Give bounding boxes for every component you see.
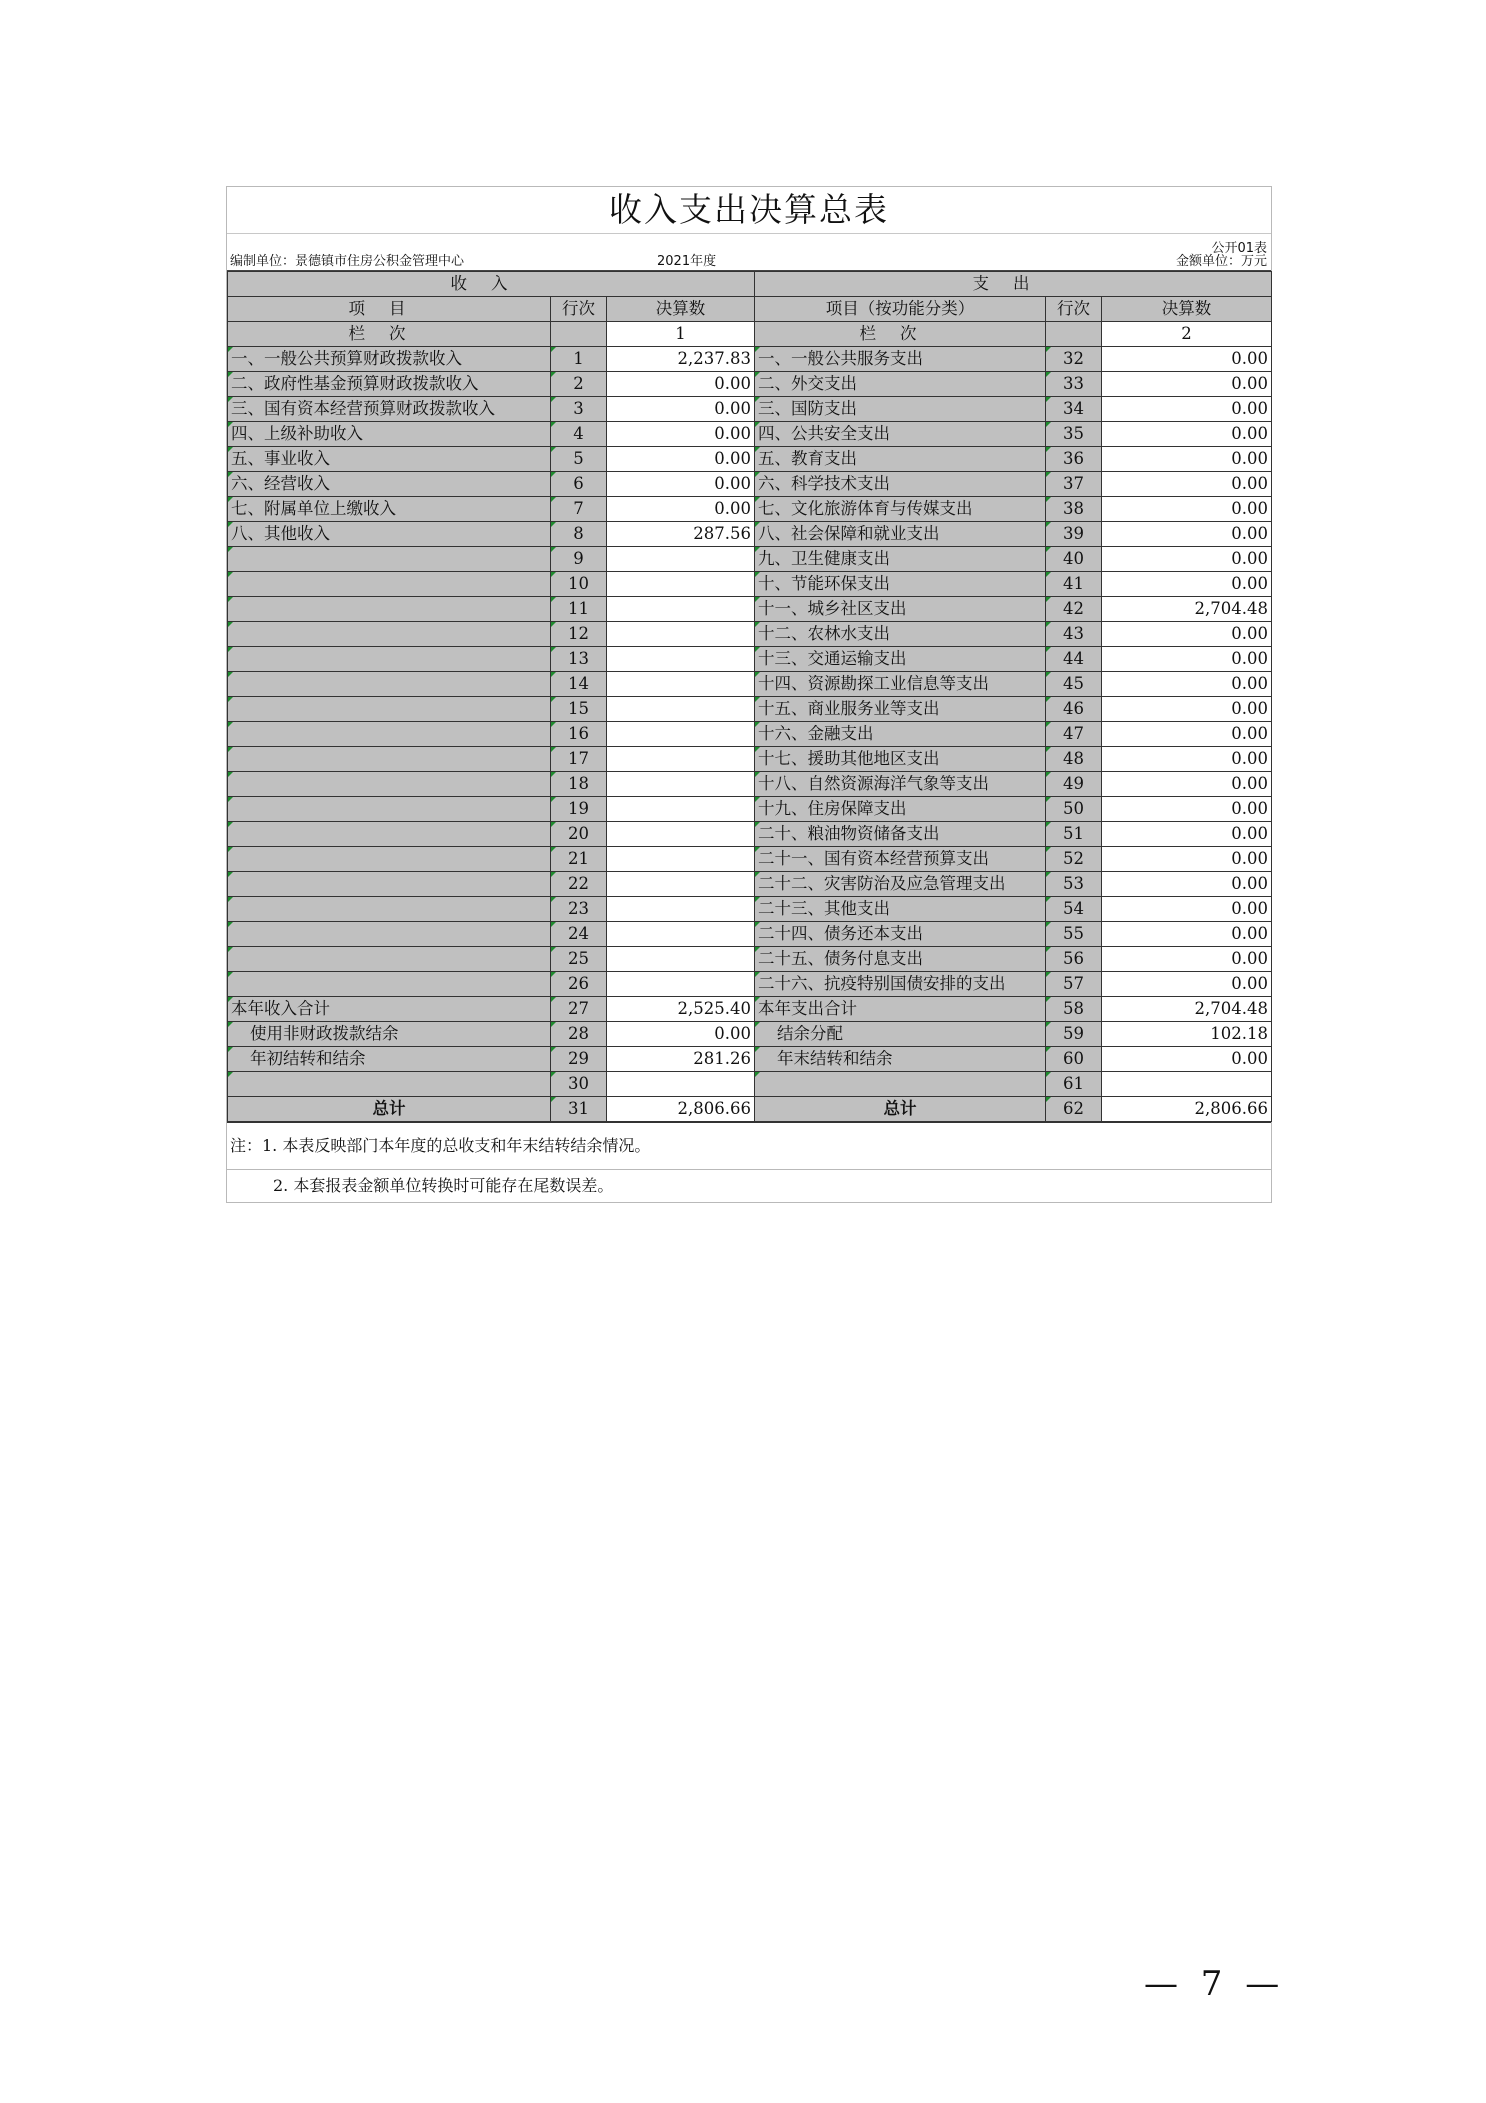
table-row	[228, 872, 1272, 897]
expense-line-no-cell: 42	[1046, 597, 1102, 622]
report-meta	[227, 234, 1271, 271]
income-item-cell	[228, 897, 551, 922]
expense-item-cell: 二十五、债务付息支出	[755, 947, 1046, 972]
income-item-cell	[228, 697, 551, 722]
expense-amount-cell: 0.00	[1102, 797, 1272, 822]
expense-item-cell: 九、卫生健康支出	[755, 547, 1046, 572]
expense-item-cell: 二十二、灾害防治及应急管理支出	[755, 872, 1046, 897]
expense-total-line-no: 62	[1046, 1097, 1102, 1122]
expense-line-no-cell: 43	[1046, 622, 1102, 647]
income-expense-table	[227, 271, 1272, 1122]
expense-amount-cell: 0.00	[1102, 747, 1272, 772]
table-row	[228, 397, 1272, 422]
income-amount-cell: 0.00	[607, 1022, 755, 1047]
table-row	[228, 522, 1272, 547]
income-line-no-cell: 18	[551, 772, 607, 797]
expense-amount-cell: 0.00	[1102, 547, 1272, 572]
expense-line-no-cell: 37	[1046, 472, 1102, 497]
table-row	[228, 447, 1272, 472]
table-row	[228, 997, 1272, 1022]
expense-item-cell: 本年支出合计	[755, 997, 1046, 1022]
expense-amount-cell: 0.00	[1102, 622, 1272, 647]
income-line-no-cell: 6	[551, 472, 607, 497]
table-row	[228, 797, 1272, 822]
expense-line-no-cell: 58	[1046, 997, 1102, 1022]
income-amount-cell: 2,525.40	[607, 997, 755, 1022]
expense-line-no-cell: 56	[1046, 947, 1102, 972]
expense-line-no-cell: 33	[1046, 372, 1102, 397]
income-amount-cell: 0.00	[607, 447, 755, 472]
income-amount-cell: 2,237.83	[607, 347, 755, 372]
expense-section-header: 支出	[755, 272, 1272, 297]
expense-item-cell: 四、公共安全支出	[755, 422, 1046, 447]
income-seq-number: 1	[607, 322, 755, 347]
expense-line-no-cell: 51	[1046, 822, 1102, 847]
expense-amount-cell: 0.00	[1102, 647, 1272, 672]
income-amount-cell: 0.00	[607, 472, 755, 497]
expense-amount-cell: 0.00	[1102, 847, 1272, 872]
table-row	[228, 1047, 1272, 1072]
expense-line-no-cell: 59	[1046, 1022, 1102, 1047]
expense-line-no-header: 行次	[1046, 297, 1102, 322]
note-line-2: 2. 本套报表金额单位转换时可能存在尾数误差。	[273, 1176, 614, 1195]
expense-total-amount: 2,806.66	[1102, 1097, 1272, 1122]
table-row	[228, 547, 1272, 572]
expense-line-no-cell: 47	[1046, 722, 1102, 747]
expense-item-cell: 二十三、其他支出	[755, 897, 1046, 922]
expense-amount-cell: 0.00	[1102, 697, 1272, 722]
expense-item-cell: 七、文化旅游体育与传媒支出	[755, 497, 1046, 522]
income-amount-cell	[607, 947, 755, 972]
expense-line-no-cell: 48	[1046, 747, 1102, 772]
income-item-cell	[228, 572, 551, 597]
income-line-no-cell: 29	[551, 1047, 607, 1072]
expense-item-cell: 八、社会保障和就业支出	[755, 522, 1046, 547]
income-item-cell	[228, 722, 551, 747]
table-row	[228, 822, 1272, 847]
expense-amount-cell: 102.18	[1102, 1022, 1272, 1047]
expense-item-cell: 十八、自然资源海洋气象等支出	[755, 772, 1046, 797]
expense-amount-cell: 0.00	[1102, 822, 1272, 847]
table-row	[228, 622, 1272, 647]
expense-amount-cell: 2,704.48	[1102, 997, 1272, 1022]
income-amount-cell	[607, 672, 755, 697]
income-line-no-cell: 21	[551, 847, 607, 872]
income-section-header: 收入	[228, 272, 755, 297]
table-row	[228, 697, 1272, 722]
expense-line-no-cell: 60	[1046, 1047, 1102, 1072]
income-item-cell	[228, 872, 551, 897]
expense-line-no-cell: 34	[1046, 397, 1102, 422]
expense-line-no-cell: 49	[1046, 772, 1102, 797]
expense-line-no-cell: 53	[1046, 872, 1102, 897]
expense-seq-label: 栏次	[755, 322, 1046, 347]
expense-item-cell: 二、外交支出	[755, 372, 1046, 397]
income-line-no-cell: 11	[551, 597, 607, 622]
expense-line-no-cell: 46	[1046, 697, 1102, 722]
expense-line-no-cell: 44	[1046, 647, 1102, 672]
expense-amount-cell: 0.00	[1102, 972, 1272, 997]
income-amount-header: 决算数	[607, 297, 755, 322]
table-row	[228, 572, 1272, 597]
income-amount-cell	[607, 847, 755, 872]
income-item-header: 项目	[228, 297, 551, 322]
income-amount-cell	[607, 597, 755, 622]
income-amount-cell: 287.56	[607, 522, 755, 547]
expense-item-cell: 十三、交通运输支出	[755, 647, 1046, 672]
income-line-no-cell: 25	[551, 947, 607, 972]
table-row	[228, 747, 1272, 772]
income-line-no-cell: 26	[551, 972, 607, 997]
income-line-no-cell: 28	[551, 1022, 607, 1047]
income-amount-cell	[607, 872, 755, 897]
table-row	[228, 1022, 1272, 1047]
expense-amount-cell: 0.00	[1102, 347, 1272, 372]
expense-item-cell: 三、国防支出	[755, 397, 1046, 422]
income-item-cell: 二、政府性基金预算财政拨款收入	[228, 372, 551, 397]
income-line-no-cell: 19	[551, 797, 607, 822]
income-line-no-cell: 7	[551, 497, 607, 522]
income-item-cell	[228, 822, 551, 847]
form-number: 公开01表	[1211, 241, 1267, 256]
expense-total-label: 总计	[755, 1097, 1046, 1122]
expense-amount-cell: 0.00	[1102, 472, 1272, 497]
expense-item-cell: 十五、商业服务业等支出	[755, 697, 1046, 722]
compiling-unit: 编制单位：景德镇市住房公积金管理中心	[230, 254, 465, 269]
expense-line-no-cell: 36	[1046, 447, 1102, 472]
expense-amount-cell: 0.00	[1102, 947, 1272, 972]
expense-item-cell: 六、科学技术支出	[755, 472, 1046, 497]
expense-item-cell: 二十六、抗疫特别国债安排的支出	[755, 972, 1046, 997]
income-amount-cell: 0.00	[607, 497, 755, 522]
table-row	[228, 1072, 1272, 1097]
table-row	[228, 672, 1272, 697]
table-row	[228, 347, 1272, 372]
table-row	[228, 847, 1272, 872]
income-amount-cell	[607, 547, 755, 572]
income-amount-cell	[607, 722, 755, 747]
amount-unit: 金额单位：万元	[1175, 254, 1267, 269]
income-amount-cell	[607, 647, 755, 672]
expense-item-cell: 二十一、国有资本经营预算支出	[755, 847, 1046, 872]
income-line-no-cell: 9	[551, 547, 607, 572]
expense-line-no-cell: 40	[1046, 547, 1102, 572]
income-line-no-cell: 23	[551, 897, 607, 922]
income-line-no-cell: 3	[551, 397, 607, 422]
income-item-cell	[228, 947, 551, 972]
expense-line-no-cell: 38	[1046, 497, 1102, 522]
income-line-no-cell: 16	[551, 722, 607, 747]
expense-item-cell: 年末结转和结余	[755, 1047, 1046, 1072]
expense-line-no-cell: 61	[1046, 1072, 1102, 1097]
table-row	[228, 647, 1272, 672]
income-amount-cell: 0.00	[607, 422, 755, 447]
table-row	[228, 897, 1272, 922]
expense-seq-line	[1046, 322, 1102, 347]
expense-item-cell: 五、教育支出	[755, 447, 1046, 472]
income-item-cell	[228, 647, 551, 672]
table-row	[228, 472, 1272, 497]
income-amount-cell	[607, 922, 755, 947]
expense-line-no-cell: 41	[1046, 572, 1102, 597]
expense-item-cell: 十四、资源勘探工业信息等支出	[755, 672, 1046, 697]
income-item-cell: 五、事业收入	[228, 447, 551, 472]
income-item-cell	[228, 672, 551, 697]
income-amount-cell	[607, 1072, 755, 1097]
income-line-no-cell: 5	[551, 447, 607, 472]
income-line-no-cell: 20	[551, 822, 607, 847]
expense-line-no-cell: 55	[1046, 922, 1102, 947]
income-item-cell	[228, 747, 551, 772]
income-line-no-cell: 12	[551, 622, 607, 647]
expense-item-cell: 十九、住房保障支出	[755, 797, 1046, 822]
income-item-cell	[228, 1072, 551, 1097]
income-item-cell: 年初结转和结余	[228, 1047, 551, 1072]
income-item-cell	[228, 972, 551, 997]
expense-item-cell: 十一、城乡社区支出	[755, 597, 1046, 622]
income-total-label: 总计	[228, 1097, 551, 1122]
expense-item-cell	[755, 1072, 1046, 1097]
expense-line-no-cell: 35	[1046, 422, 1102, 447]
income-amount-cell	[607, 747, 755, 772]
expense-item-cell: 二十四、债务还本支出	[755, 922, 1046, 947]
expense-line-no-cell: 52	[1046, 847, 1102, 872]
expense-line-no-cell: 54	[1046, 897, 1102, 922]
expense-line-no-cell: 50	[1046, 797, 1102, 822]
expense-line-no-cell: 45	[1046, 672, 1102, 697]
income-amount-cell: 0.00	[607, 372, 755, 397]
page-number: — 7 —	[1144, 1964, 1286, 2004]
table-row	[228, 922, 1272, 947]
report-notes	[227, 1122, 1271, 1202]
report-sheet	[226, 186, 1272, 1203]
income-item-cell: 四、上级补助收入	[228, 422, 551, 447]
expense-amount-cell: 0.00	[1102, 922, 1272, 947]
income-item-cell: 一、一般公共预算财政拨款收入	[228, 347, 551, 372]
table-row	[228, 422, 1272, 447]
table-row	[228, 497, 1272, 522]
income-item-cell	[228, 772, 551, 797]
income-line-no-cell: 17	[551, 747, 607, 772]
note-line-1: 注：1. 本表反映部门本年度的总收支和年末结转结余情况。	[227, 1122, 1271, 1170]
income-line-no-header: 行次	[551, 297, 607, 322]
income-total-amount: 2,806.66	[607, 1097, 755, 1122]
income-item-cell: 八、其他收入	[228, 522, 551, 547]
expense-amount-cell: 2,704.48	[1102, 597, 1272, 622]
expense-amount-cell: 0.00	[1102, 1047, 1272, 1072]
income-line-no-cell: 27	[551, 997, 607, 1022]
expense-item-header: 项目（按功能分类）	[755, 297, 1046, 322]
expense-amount-cell: 0.00	[1102, 572, 1272, 597]
income-amount-cell: 281.26	[607, 1047, 755, 1072]
expense-seq-number: 2	[1102, 322, 1272, 347]
income-line-no-cell: 1	[551, 347, 607, 372]
column-header-row	[228, 297, 1272, 322]
income-item-cell: 使用非财政拨款结余	[228, 1022, 551, 1047]
table-row	[228, 722, 1272, 747]
expense-amount-header: 决算数	[1102, 297, 1272, 322]
income-item-cell	[228, 547, 551, 572]
expense-item-cell: 十、节能环保支出	[755, 572, 1046, 597]
expense-amount-cell: 0.00	[1102, 522, 1272, 547]
income-line-no-cell: 13	[551, 647, 607, 672]
expense-item-cell: 十七、援助其他地区支出	[755, 747, 1046, 772]
expense-amount-cell: 0.00	[1102, 372, 1272, 397]
section-header-row	[228, 272, 1272, 297]
income-seq-line	[551, 322, 607, 347]
income-item-cell	[228, 597, 551, 622]
income-line-no-cell: 2	[551, 372, 607, 397]
report-year: 2021年度	[657, 254, 717, 269]
income-amount-cell	[607, 572, 755, 597]
expense-item-cell: 二十、粮油物资储备支出	[755, 822, 1046, 847]
expense-amount-cell: 0.00	[1102, 497, 1272, 522]
income-amount-cell	[607, 797, 755, 822]
income-amount-cell	[607, 772, 755, 797]
expense-item-cell: 十二、农林水支出	[755, 622, 1046, 647]
table-row	[228, 947, 1272, 972]
income-amount-cell: 0.00	[607, 397, 755, 422]
income-item-cell: 本年收入合计	[228, 997, 551, 1022]
income-line-no-cell: 22	[551, 872, 607, 897]
total-row	[228, 1097, 1272, 1122]
expense-line-no-cell: 57	[1046, 972, 1102, 997]
report-title: 收入支出决算总表	[227, 187, 1271, 234]
income-item-cell	[228, 622, 551, 647]
income-amount-cell	[607, 972, 755, 997]
table-row	[228, 597, 1272, 622]
expense-line-no-cell: 39	[1046, 522, 1102, 547]
expense-amount-cell: 0.00	[1102, 447, 1272, 472]
expense-item-cell: 一、一般公共服务支出	[755, 347, 1046, 372]
income-seq-label: 栏次	[228, 322, 551, 347]
expense-amount-cell: 0.00	[1102, 672, 1272, 697]
expense-item-cell: 结余分配	[755, 1022, 1046, 1047]
expense-amount-cell: 0.00	[1102, 897, 1272, 922]
expense-amount-cell: 0.00	[1102, 872, 1272, 897]
table-row	[228, 772, 1272, 797]
expense-line-no-cell: 32	[1046, 347, 1102, 372]
income-total-line-no: 31	[551, 1097, 607, 1122]
column-sequence-row	[228, 322, 1272, 347]
income-item-cell: 六、经营收入	[228, 472, 551, 497]
expense-amount-cell: 0.00	[1102, 722, 1272, 747]
expense-item-cell: 十六、金融支出	[755, 722, 1046, 747]
income-line-no-cell: 30	[551, 1072, 607, 1097]
income-amount-cell	[607, 622, 755, 647]
expense-amount-cell: 0.00	[1102, 772, 1272, 797]
income-line-no-cell: 8	[551, 522, 607, 547]
income-item-cell: 七、附属单位上缴收入	[228, 497, 551, 522]
income-line-no-cell: 15	[551, 697, 607, 722]
table-row	[228, 972, 1272, 997]
income-item-cell	[228, 847, 551, 872]
income-item-cell	[228, 922, 551, 947]
income-amount-cell	[607, 822, 755, 847]
expense-amount-cell	[1102, 1072, 1272, 1097]
income-item-cell: 三、国有资本经营预算财政拨款收入	[228, 397, 551, 422]
expense-amount-cell: 0.00	[1102, 397, 1272, 422]
expense-amount-cell: 0.00	[1102, 422, 1272, 447]
income-line-no-cell: 14	[551, 672, 607, 697]
income-line-no-cell: 4	[551, 422, 607, 447]
income-line-no-cell: 24	[551, 922, 607, 947]
income-amount-cell	[607, 897, 755, 922]
income-line-no-cell: 10	[551, 572, 607, 597]
income-amount-cell	[607, 697, 755, 722]
table-row	[228, 372, 1272, 397]
income-item-cell	[228, 797, 551, 822]
